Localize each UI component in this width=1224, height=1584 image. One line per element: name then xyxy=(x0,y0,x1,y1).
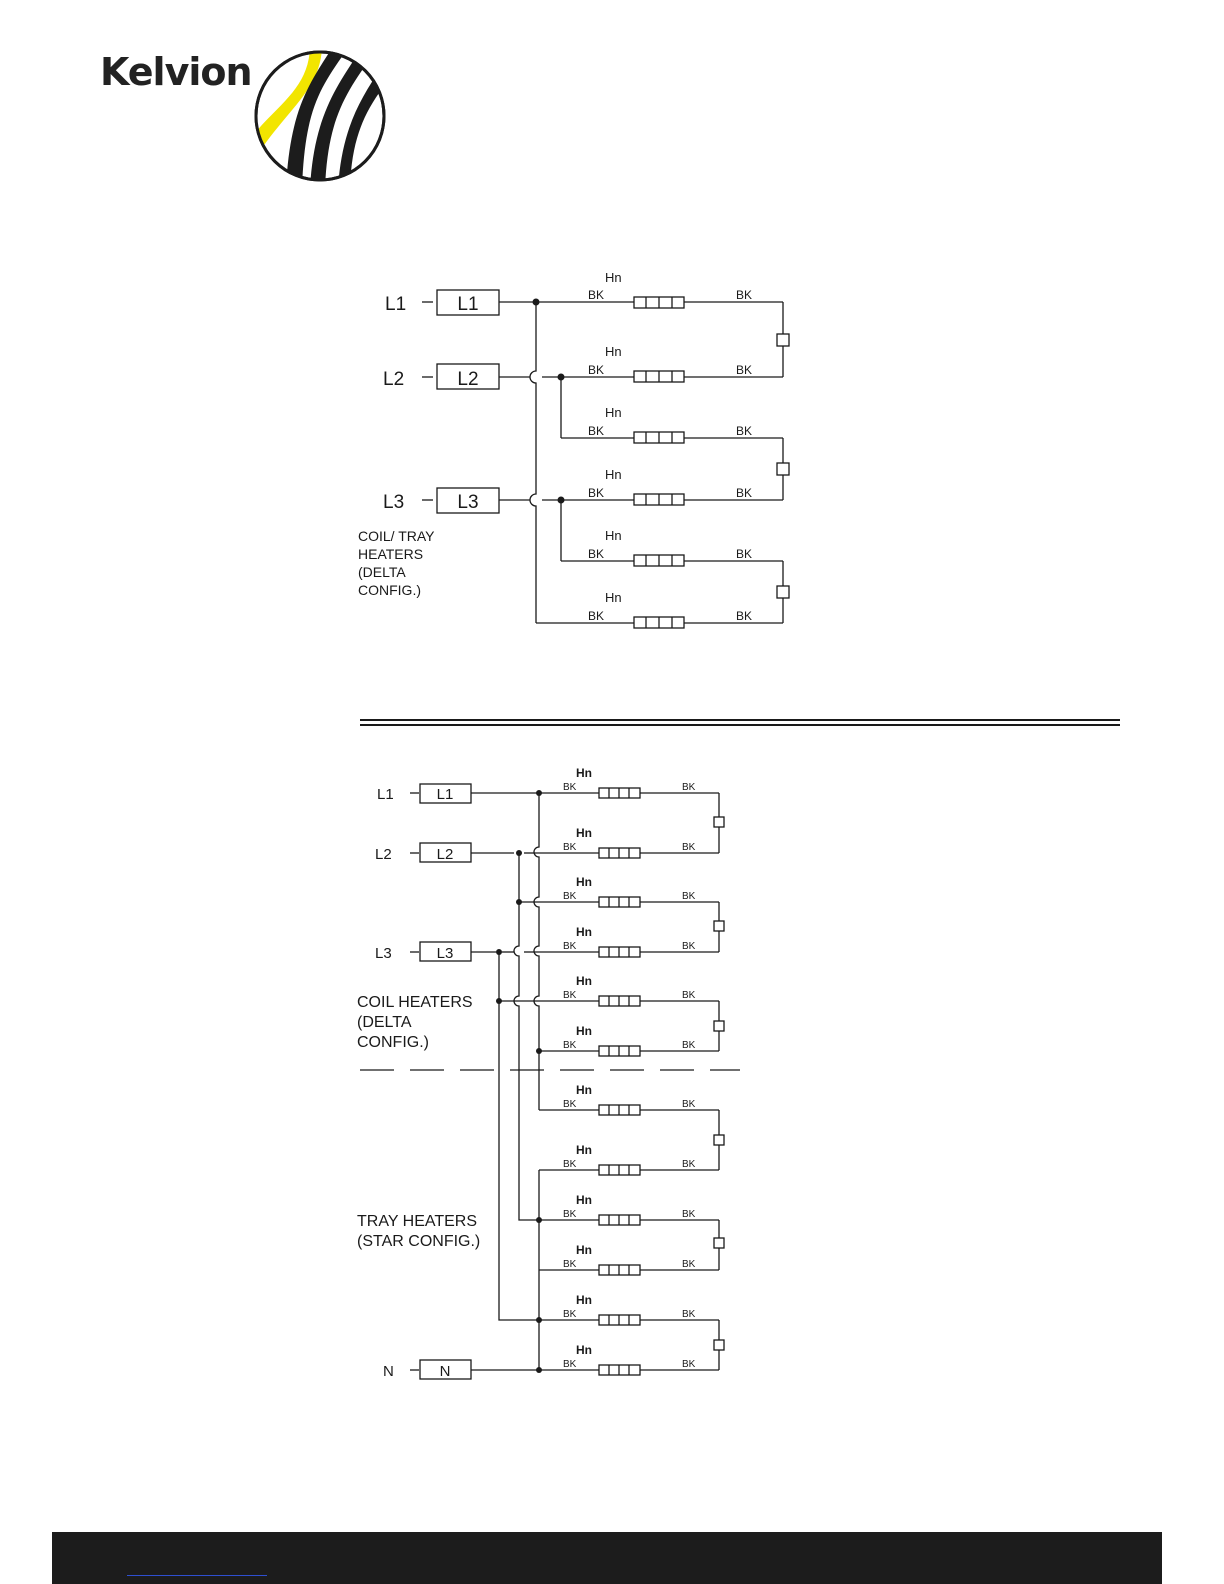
bottom-wire-label: BK xyxy=(682,1309,696,1320)
bottom-supply-label-l3: L3 xyxy=(375,945,392,962)
bottom-wire-label: BK xyxy=(682,1209,696,1220)
bottom-wire-label: BK xyxy=(563,1209,577,1220)
bottom-wire-label: BK xyxy=(563,1309,577,1320)
top-wire-label: BK xyxy=(736,609,753,623)
tray-caption-line: TRAY HEATERS xyxy=(357,1213,478,1230)
bottom-wire-label: BK xyxy=(682,1159,696,1170)
top-heater-label: Hn xyxy=(605,467,622,482)
coil-caption-line: COIL HEATERS xyxy=(357,994,473,1011)
coil-caption-line: CONFIG.) xyxy=(357,1034,429,1051)
top-terminal-l1: L1 xyxy=(457,294,479,315)
bottom-supply-label-l2: L2 xyxy=(375,846,392,863)
bottom-wire-label: BK xyxy=(682,1040,696,1051)
bottom-heater-label: Hn xyxy=(576,766,592,780)
bottom-wire-label: BK xyxy=(682,1359,696,1370)
bottom-heater-label: Hn xyxy=(576,826,592,840)
top-caption-line: COIL/ TRAY xyxy=(358,528,435,544)
top-heater-label: Hn xyxy=(605,405,622,420)
bottom-heater-label: Hn xyxy=(576,974,592,988)
top-caption-line: CONFIG.) xyxy=(358,582,421,598)
bottom-wire-label: BK xyxy=(682,1099,696,1110)
bottom-heater-label: Hn xyxy=(576,1143,592,1157)
bottom-wire-label: BK xyxy=(563,891,577,902)
top-supply-label-l3: L3 xyxy=(383,492,405,513)
bottom-wire-label: BK xyxy=(682,1259,696,1270)
bottom-heater-label: Hn xyxy=(576,1083,592,1097)
bottom-heater-label: Hn xyxy=(576,1243,592,1257)
top-wire-label: BK xyxy=(588,609,605,623)
bottom-wire-label: BK xyxy=(563,941,577,952)
bottom-heater-label: Hn xyxy=(576,875,592,889)
top-heater-label: Hn xyxy=(605,528,622,543)
top-wire-label: BK xyxy=(736,363,753,377)
bottom-supply-label-l1: L1 xyxy=(377,786,394,803)
top-wire-label: BK xyxy=(588,363,605,377)
top-caption-line: HEATERS xyxy=(358,546,424,562)
bottom-wire-label: BK xyxy=(563,1040,577,1051)
top-heater-label: Hn xyxy=(605,590,622,605)
bottom-terminal-l3: L3 xyxy=(436,945,454,962)
bottom-wire-label: BK xyxy=(563,1099,577,1110)
bottom-wire-label: BK xyxy=(563,842,577,853)
bottom-wire-label: BK xyxy=(563,782,577,793)
bottom-wire-label: BK xyxy=(563,1359,577,1370)
bottom-wire-label: BK xyxy=(682,990,696,1001)
footer-bar xyxy=(52,1532,1162,1584)
brand-wordmark: Kelvion xyxy=(100,50,252,94)
bottom-terminal-l1: L1 xyxy=(436,786,454,803)
top-heater-label: Hn xyxy=(605,270,622,285)
top-wire-label: BK xyxy=(588,288,605,302)
bottom-wire-label: BK xyxy=(563,1259,577,1270)
top-supply-label-l1: L1 xyxy=(385,294,407,315)
bottom-heater-label: Hn xyxy=(576,1193,592,1207)
top-caption-line: (DELTA xyxy=(358,564,406,580)
bottom-heater-label: Hn xyxy=(576,1343,592,1357)
bottom-heater-label: Hn xyxy=(576,925,592,939)
top-supply-label-l2: L2 xyxy=(383,369,405,390)
tray-caption-line: (STAR CONFIG.) xyxy=(357,1233,481,1250)
bottom-wire-label: BK xyxy=(563,1159,577,1170)
top-heater-label: Hn xyxy=(605,344,622,359)
bottom-supply-label-n: N xyxy=(383,1363,394,1380)
top-wire-label: BK xyxy=(736,486,753,500)
top-wire-label: BK xyxy=(588,424,605,438)
top-wire-label: BK xyxy=(736,424,753,438)
footer-link-underline[interactable] xyxy=(127,1575,267,1576)
top-wire-label: BK xyxy=(736,288,753,302)
coil-caption-line: (DELTA xyxy=(357,1014,412,1031)
bottom-wire-label: BK xyxy=(682,842,696,853)
bottom-terminal-l2: L2 xyxy=(436,846,454,863)
bottom-wire-label: BK xyxy=(682,891,696,902)
bottom-wire-label: BK xyxy=(563,990,577,1001)
bottom-heater-label: Hn xyxy=(576,1293,592,1307)
top-wire-label: BK xyxy=(588,486,605,500)
top-terminal-l2: L2 xyxy=(457,369,479,390)
bottom-wire-label: BK xyxy=(682,941,696,952)
top-wire-label: BK xyxy=(588,547,605,561)
top-wire-label: BK xyxy=(736,547,753,561)
top-terminal-l3: L3 xyxy=(457,492,479,513)
bottom-heater-label: Hn xyxy=(576,1024,592,1038)
bottom-terminal-n: N xyxy=(439,1363,451,1380)
bottom-wire-label: BK xyxy=(682,782,696,793)
